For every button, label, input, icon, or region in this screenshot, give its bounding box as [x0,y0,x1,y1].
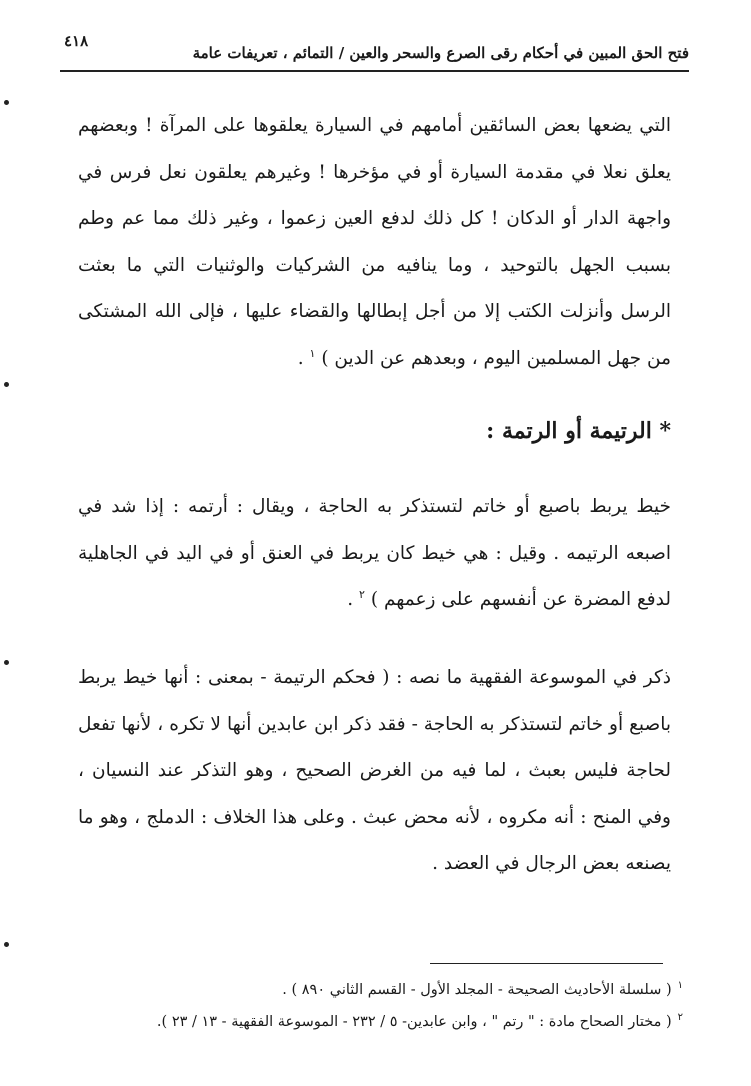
paragraph [78,655,671,888]
footnote-text: ( سلسلة الأحاديث الصحيحة - المجلد الأول - القسم الثاني ٨٩٠ ) . [282,981,672,998]
running-title: فتح الحق المبين في أحكام رقى الصرع والسحر والعين / التمائم ، تعريفات عامة [192,44,689,62]
footnote-number: ٢ [677,1012,683,1023]
page-header [60,30,689,70]
footnote-number: ١ [677,980,683,991]
footnote [58,1012,683,1030]
margin-mark [4,100,9,105]
header-divider [60,70,689,72]
paragraph [78,103,671,382]
footnote-ref: ٢ [359,587,365,601]
margin-mark [4,942,9,947]
paragraph-end: . [347,589,360,610]
footnote-text: ( مختار الصحاح مادة : " رتم " ، وابن عابدين- ٥ / ٢٣٢ - الموسوعة الفقهية - ١٣ / ٢٣ ). [156,1013,672,1030]
paragraph-text: ذكر في الموسوعة الفقهية ما نصه : ( فحكم الرتيمة - بمعنى : أنها خيط يربط باصبع أو خاتم لتستذكر به الحاجة - فقد ذكر ابن عابدين أنها لا تكره ، لأنها تفعل لحاجة فليس بعبث ، لما فيه من الغرض الصحيح ، وهو التذكر عند النسيان ، وفي المنح : أنه مكروه ، لأنه محض عبث . وعلى هذا الخلاف : الدملج ، وهو ما يصنعه بعض الرجال في العضد . [78,667,671,874]
footnote-ref: ١ [309,346,316,360]
margin-mark [4,382,9,387]
paragraph [78,484,671,624]
paragraph-text: خيط يربط باصبع أو خاتم لتستذكر به الحاجة ، ويقال : أرتمه : إذا شد في اصبعه الرتيمه . وقيل : هي خيط كان يربط في العنق أو في اليد في الجاهلية لدفع المضرة عن أنفسهم على زعمهم ) [78,496,671,610]
page-number: ٤١٨ [64,32,89,50]
paragraph-end: . [297,347,310,369]
footnote [58,980,683,998]
margin-mark [4,660,9,665]
section-heading: * الرتيمة أو الرتمة : [486,418,671,444]
footnote-divider [430,963,663,964]
paragraph-text: التي يضعها بعض السائقين أمامهم في السيارة يعلقوها على المرآة ! وبعضهم يعلق نعلا في مقدمة السيارة أو في مؤخرها ! وغيرهم يعلقون نعل فرس في واجهة الدار أو الدكان ! كل ذلك لدفع العين زعموا ، وغير ذلك مما عم وطم بسبب الجهل بالتوحيد ، وما ينافيه من الشركيات والوثنيات التي ما بعثت الرسل وأنزلت الكتب إلا من أجل إبطالها والقضاء عليها ، فإلى الله المشتكى من جهل المسلمين اليوم ، وبعدهم عن الدين ) [78,115,671,369]
